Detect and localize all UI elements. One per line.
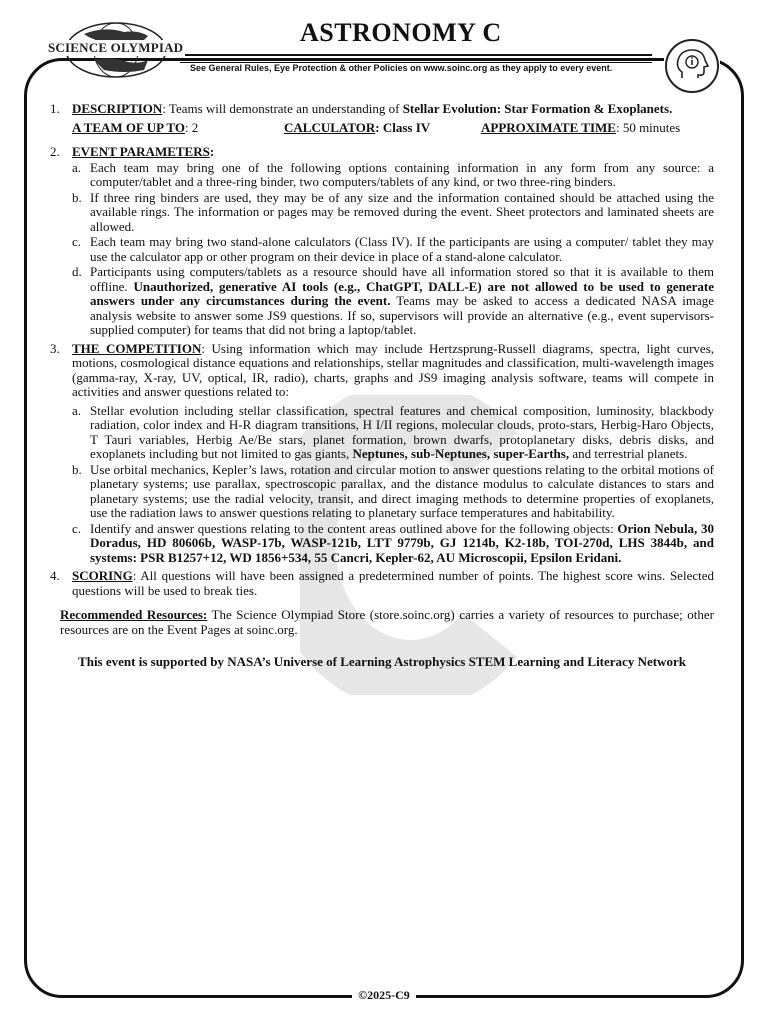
section-number: 1. — [50, 101, 60, 116]
list-item: d. Participants using computers/tablets as a resource should have all information stored so that it is available to them offline. Unauthorized, generative AI tools (e.g., ChatGPT, DALL-E) are not allowed to be used to generate answers under any circumstances during the event. Teams may be asked to access a dedicated NASA image analysis website to answer some JS9 questions. If so, supervisors will provide an alternative (e.g., event supervisors-supplied computer) for teams that did not bring a laptop/tablet. — [72, 264, 714, 337]
item-text: Identify and answer questions relating to the content areas outlined above for the following objects: — [90, 520, 618, 536]
heading-colon: : — [209, 144, 215, 159]
item-text: Teams may be asked to access a dedicated NASA image analysis website to answer some JS9 questions. If so, supervisors will provide an alternative (e.g., event supervisors-supplied computer) for teams that did not bring a laptop/tablet. — [90, 293, 714, 337]
item-text: Stellar evolution including stellar classification, spectral features and chemical composition, luminosity, blackbody radiation, color index and H-R diagram transitions, H I/II regions, molecular clouds, proto-stars, Herbig-Haro Objects, T Tauri variables, Herbig Ae/Be stars, planet formation, brown dwarfs, protoplanetary disks, debris disks, and exoplanets including but not limited to gas giants, — [90, 402, 714, 461]
list-item: c. Each team may bring two stand-alone calculators (Class IV). If the participants are using a computer/ tablet they may use the calculator app or other program on their device in place of a stand-alone calculator. — [72, 234, 714, 264]
description-heading: DESCRIPTION — [72, 101, 163, 116]
item-text: Each team may bring one of the following options containing information in any form from any source: a computer/tablet and a three-ring binder, two computers/tablets of any kind, or two three-ring binders. — [90, 159, 714, 189]
calculator-label: CALCULATOR — [284, 119, 376, 135]
item-text: and terrestrial planets. — [569, 446, 688, 461]
description-topic: Stellar Evolution: Star Formation & Exoplanets. — [402, 101, 673, 116]
item-text: Use orbital mechanics, Kepler’s laws, rotation and circular motion to answer questions relating to the orbital motions of planetary systems; use parallax, spectroscopic parallax, and the distance modulus to calculate distances to stars and planetary systems; use the radial velocity, transit, and direct imaging methods to determine properties of exoplanets, use the radiation laws to answer questions relating to planetary surface temperatures and habitability. — [90, 461, 714, 520]
ai-tools-warning: Unauthorized, generative AI tools (e.g., ChatGPT, DALL-E) are not allowed to be used to generate answers under any circumstances during the event. — [90, 278, 714, 308]
scoring-text: : All questions will have been assigned a predetermined number of points. The highest score wins. Selected questions will be used to break ties. — [72, 568, 714, 598]
page-title: ASTRONOMY C — [300, 18, 502, 47]
item-text: If three ring binders are used, they may be of any size and the information contained should be attached using the available rings. The information or pages may be removed during the event. Sheet protectors and laminated sheets are allowed. — [90, 189, 714, 234]
object-list: Orion Nebula, 30 Doradus, HD 80606b, WASP-17b, WASP-121b, LTT 9779b, GJ 1214b, K2-18b, TOI-270d, LHS 3844b, and systems: PSR B1257+12, WD 1856+534, 55 Cancri, Kepler-62, AU Microscopii, Epsilon Eridani. — [90, 520, 714, 565]
section-competition — [50, 342, 714, 566]
section-number: 2. — [50, 144, 60, 159]
competition-heading: THE COMPETITION — [72, 340, 202, 356]
section-scoring — [50, 569, 714, 598]
list-item: a. Each team may bring one of the following options containing information in any form from any source: a computer/tablet and a three-ring binder, two computers/tablets of any kind, or two three-ring binders. — [72, 159, 714, 189]
section-event-parameters — [50, 145, 714, 338]
section-number: 4. — [50, 568, 60, 583]
logo-wordmark: SCIENCE OLYMPIAD — [48, 40, 184, 55]
copyright: ©2025-C9 — [352, 988, 416, 1002]
policy-notice: See General Rules, Eye Protection & other Policies on www.soinc.org as they apply to every event. — [190, 63, 613, 73]
calculator-value: : Class IV — [375, 119, 431, 135]
item-text: Participants using computers/tablets as a resource should have all information stored so that it is available to them offline. — [90, 264, 714, 294]
item-text: Each team may bring two stand-alone calculators (Class IV). If the participants are using a computer/ tablet they may use the calculator app or other program on their device in place of a stand-alone calculator. — [90, 234, 714, 264]
resources-text: The Science Olympiad Store (store.soinc.org) carries a variety of resources to purchase; other resources are on the Event Pages at soinc.org. — [60, 607, 714, 637]
list-item: a. Stellar evolution including stellar classification, spectral features and chemical composition, luminosity, blackbody radiation, color index and H-R diagram transitions, H I/II regions, molecular clouds, proto-stars, Herbig-Haro Objects, T Tauri variables, Herbig Ae/Be stars, planet formation, brown dwarfs, protoplanetary disks, debris disks, and exoplanets including but not limited to gas giants, Neptunes, sub-Neptunes, super-Earths, and terrestrial planets. — [72, 402, 714, 461]
nasa-support-note: This event is supported by NASA’s Universe of Learning Astrophysics STEM Learning and Literacy Network — [78, 654, 686, 669]
recommended-resources — [60, 608, 714, 637]
list-item: c. Identify and answer questions relating to the content areas outlined above for the following objects: Orion Nebula, 30 Doradus, HD 80606b, WASP-17b, WASP-121b, LTT 9779b, GJ 1214b, K2-18b, TOI-270d, LHS 3844b, and systems: PSR B1257+12, WD 1856+534, 55 Cancri, Kepler-62, AU Microscopii, Epsilon Eridani. — [72, 520, 714, 565]
scoring-heading: SCORING — [72, 568, 133, 583]
parameters-heading: EVENT PARAMETERS — [72, 144, 210, 159]
time-label: APPROXIMATE TIME — [481, 119, 616, 135]
header-rule — [180, 54, 652, 63]
item-bold-text: Neptunes, sub-Neptunes, super-Earths, — [352, 446, 570, 461]
list-item: b. If three ring binders are used, they may be of any size and the information contained should be attached using the available rings. The information or pages may be removed during the event. Sheet protectors and laminated sheets are allowed. — [72, 189, 714, 234]
head-info-icon — [664, 38, 720, 94]
description-text: : Teams will demonstrate an understanding of — [162, 101, 403, 116]
list-item: b. Use orbital mechanics, Kepler’s laws, rotation and circular motion to answer questions relating to the orbital motions of planetary systems; use parallax, spectroscopic parallax, and the distance modulus to calculate distances to stars and planetary systems; use the radial velocity, transit, and direct imaging methods to determine properties of exoplanets, use the radiation laws to answer questions relating to planetary surface temperatures and habitability. — [72, 461, 714, 520]
section-description — [50, 102, 714, 141]
rules-content — [50, 102, 714, 670]
section-number: 3. — [50, 340, 60, 356]
competition-text: : Using information which may include Hertzsprung-Russell diagrams, spectra, light curves, motions, cosmological distance equations and relationships, stellar magnitudes and classification, multi-wavelength images (gamma-ray, X-ray, UV, optical, IR, radio), charts, graphs and JS9 imaging analysis software, teams will compete in activities and answer questions related to: — [72, 340, 715, 399]
team-info-row — [72, 121, 714, 136]
team-size-label: A TEAM OF UP TO — [72, 119, 185, 135]
resources-heading: Recommended Resources: — [60, 607, 208, 622]
time-value: : 50 minutes — [615, 119, 681, 135]
footer — [0, 988, 768, 1003]
team-size-value: : 2 — [184, 119, 199, 135]
